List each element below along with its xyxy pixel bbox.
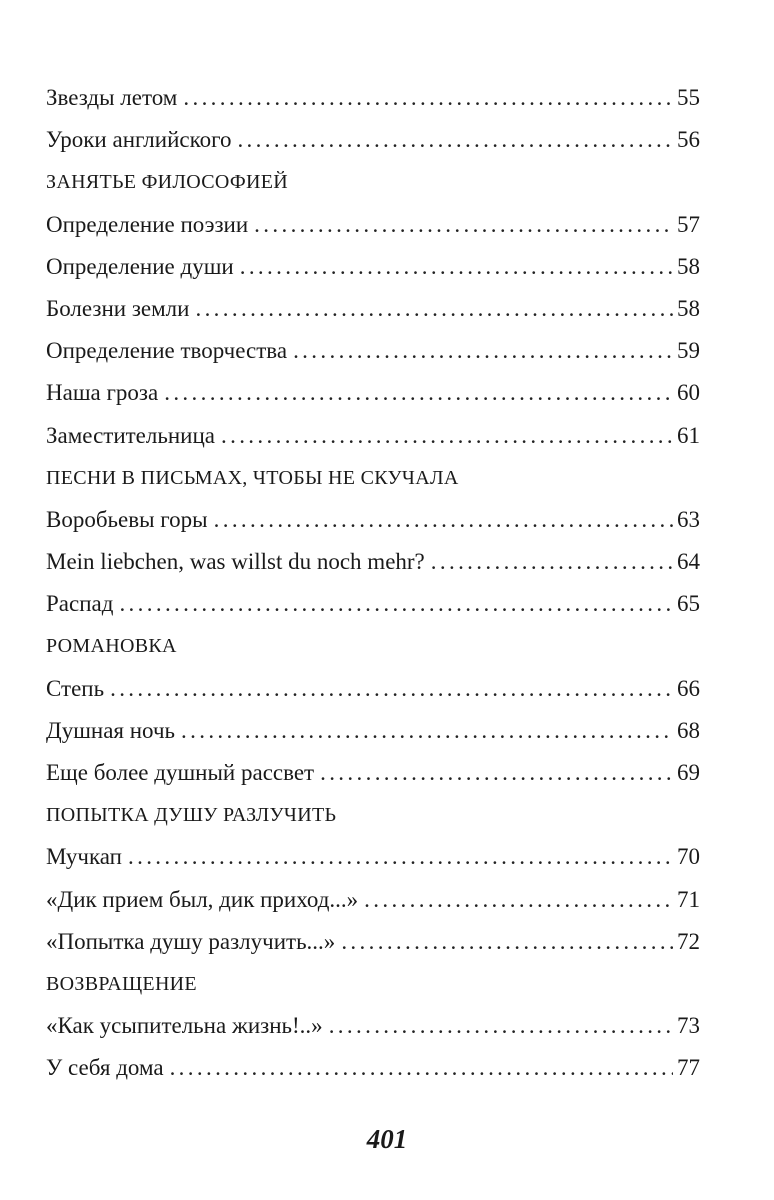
toc-entry-page: 69 — [677, 760, 700, 785]
dot-leader — [221, 415, 673, 457]
toc-entry — [46, 879, 700, 921]
toc-entry-title: Степь — [46, 675, 105, 701]
toc-entry-title: Звезды летом — [46, 85, 178, 110]
page-number: 401 — [366, 1124, 408, 1154]
toc-entry-title: Наша гроза — [46, 380, 159, 406]
toc-entry-page: 77 — [677, 1055, 700, 1081]
toc-entry-title: Определение поэзии — [46, 211, 249, 237]
toc-entry-page: 71 — [677, 886, 700, 912]
toc-entry-page: 65 — [677, 591, 700, 617]
dot-leader — [214, 499, 673, 541]
toc-entry — [46, 668, 700, 710]
toc-entry-page: 61 — [677, 422, 700, 448]
toc-entry-page: 64 — [677, 549, 700, 575]
toc-entry — [46, 710, 700, 752]
toc-entry — [46, 583, 700, 625]
toc-entry-page: 63 — [677, 506, 700, 532]
toc-entry-page: 68 — [677, 717, 700, 743]
toc-entry — [46, 499, 700, 541]
toc-entry-title: У себя дома — [46, 1055, 164, 1081]
toc-entry-page: 72 — [677, 928, 700, 954]
dot-leader — [170, 1047, 673, 1089]
toc-entry-title: Определение творчества — [46, 338, 288, 364]
toc-entry-title: Мучкап — [46, 844, 122, 870]
toc-section-heading: ЗАНЯТЬЕ ФИЛОСОФИЕЙ — [46, 171, 288, 194]
toc-entry-page: 58 — [677, 253, 700, 279]
toc-entry-title: Заместительница — [46, 422, 215, 448]
table-of-contents — [46, 77, 700, 1090]
toc-entry — [46, 921, 700, 963]
toc-entry-title: Распад — [46, 591, 114, 617]
toc-entry — [46, 372, 700, 414]
toc-entry — [46, 77, 700, 119]
toc-entry-title: Уроки английского — [46, 127, 232, 153]
toc-section-heading: ВОЗВРАЩЕНИЕ — [46, 972, 197, 995]
dot-leader — [237, 119, 673, 161]
toc-entry — [46, 1047, 700, 1089]
toc-entry — [46, 330, 700, 372]
toc-entry-page: 66 — [677, 675, 700, 701]
toc-entry-title: Воробьевы горы — [46, 506, 208, 532]
toc-entry-title: Mein liebchen, was willst du noch mehr? — [46, 549, 425, 575]
dot-leader — [320, 752, 673, 794]
toc-entry-page: 57 — [677, 211, 700, 237]
toc-section-heading: ПОПЫТКА ДУШУ РАЗЛУЧИТЬ — [46, 804, 337, 827]
dot-leader — [240, 246, 673, 288]
toc-entry-title: «Попытка душу разлучить...» — [46, 928, 336, 954]
toc-entry-title: Еще более душный рассвет — [46, 760, 315, 785]
dot-leader — [431, 541, 673, 583]
dot-leader — [164, 372, 673, 414]
toc-entry-title: «Как усыпительна жизнь!..» — [46, 1013, 323, 1039]
toc-entry — [46, 1005, 700, 1047]
dot-leader — [181, 710, 673, 752]
toc-section-heading: РОМАНОВКА — [46, 635, 177, 658]
toc-entry-title: Душная ночь — [46, 717, 176, 743]
toc-entry-page: 73 — [677, 1013, 700, 1039]
toc-entry — [46, 541, 700, 583]
toc-entry-page: 59 — [677, 338, 700, 364]
toc-entry-title: Болезни земли — [46, 295, 190, 321]
dot-leader — [195, 288, 673, 330]
dot-leader — [254, 204, 673, 246]
toc-entry — [46, 415, 700, 457]
toc-entry — [46, 204, 700, 246]
dot-leader — [341, 921, 673, 963]
dot-leader — [128, 836, 673, 878]
toc-entry-page: 56 — [677, 127, 700, 153]
toc-entry — [46, 836, 700, 878]
toc-entry — [46, 246, 700, 288]
toc-entry-title: Определение души — [46, 253, 234, 279]
toc-entry-page: 55 — [677, 85, 700, 110]
dot-leader — [329, 1005, 673, 1047]
toc-section-heading: ПЕСНИ В ПИСЬМАХ, ЧТОБЫ НЕ СКУЧАЛА — [46, 466, 459, 489]
toc-entry — [46, 119, 700, 161]
toc-entry-page: 60 — [677, 380, 700, 406]
dot-leader — [293, 330, 673, 372]
toc-entry — [46, 288, 700, 330]
dot-leader — [183, 77, 673, 119]
toc-entry-page: 70 — [677, 844, 700, 870]
toc-entry — [46, 752, 700, 794]
dot-leader — [110, 668, 673, 710]
dot-leader — [364, 879, 673, 921]
toc-entry-title: «Дик прием был, дик приход...» — [46, 886, 359, 912]
dot-leader — [119, 583, 673, 625]
toc-entry-page: 58 — [677, 295, 700, 321]
